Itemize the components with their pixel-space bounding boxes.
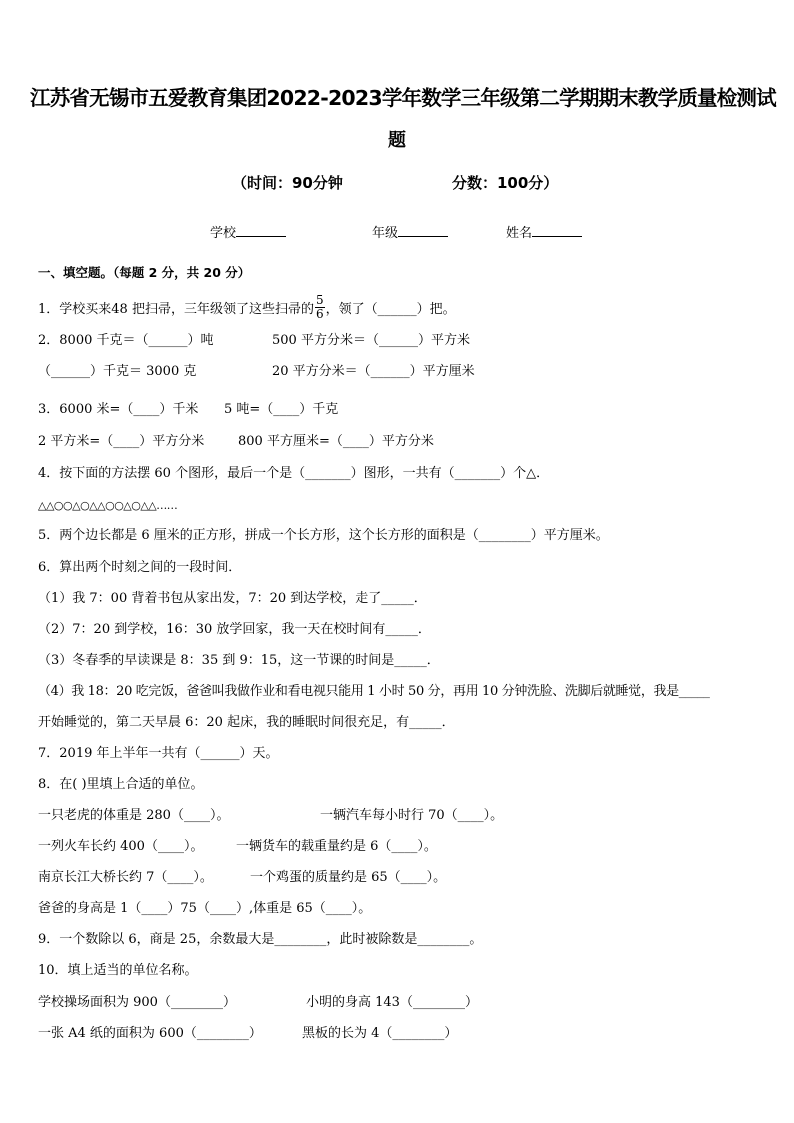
q10-a: 学校操场面积为 900（________） bbox=[38, 995, 236, 1010]
q8-f: 一个鸡蛋的质量约是 65（____）。 bbox=[250, 870, 447, 885]
q2-b: 500 平方分米＝（______）平方米 bbox=[272, 333, 470, 348]
q3-d: 800 平方厘米=（____）平方分米 bbox=[238, 434, 434, 449]
question-10-row-2 bbox=[38, 1025, 458, 1043]
question-6-part-4-cont: 开始睡觉的，第二天早晨 6：20 起床，我的睡眠时间很充足，有_____． bbox=[38, 715, 455, 730]
shape-pattern: △△○○△○△△○○△○△△…… bbox=[38, 499, 178, 512]
q8-e: 南京长江大桥长约 7（____）。 bbox=[38, 870, 213, 885]
q8-c: 一列火车长约 400（____）。 bbox=[38, 839, 204, 854]
question-10-row-1 bbox=[38, 994, 478, 1012]
question-3-row-2 bbox=[38, 433, 434, 451]
q1-text-before: 1．学校买来48 把扫帚，三年级领了这些扫帚的 bbox=[38, 302, 314, 317]
question-8-row-1 bbox=[38, 807, 504, 825]
q8-b: 一辆汽车每小时行 70（____）。 bbox=[320, 808, 504, 823]
q3-a: 3．6000 米=（____）千米 bbox=[38, 402, 199, 417]
name-label: 姓名 bbox=[506, 226, 533, 241]
question-9: 9．一个数除以 6，商是 25，余数最大是________，此时被除数是________。 bbox=[38, 932, 483, 947]
grade-blank[interactable] bbox=[398, 224, 448, 237]
name-blank[interactable] bbox=[532, 224, 582, 237]
question-8-row-4: 爸爸的身高是 1（____）75（____）,体重是 65（____）。 bbox=[38, 901, 372, 916]
question-2-row-1 bbox=[38, 332, 470, 350]
question-8: 8．在( )里填上合适的单位。 bbox=[38, 777, 204, 792]
q3-b: 5 吨=（____）千克 bbox=[224, 402, 339, 417]
school-field[interactable] bbox=[210, 222, 286, 241]
q1-text-after: ，领了（______）把。 bbox=[325, 302, 456, 317]
section-heading: 一、填空题。（每题 2 分，共 20 分） bbox=[38, 265, 251, 280]
fraction-denominator: 6 bbox=[315, 307, 324, 321]
question-8-row-3 bbox=[38, 869, 447, 887]
grade-label: 年级 bbox=[372, 226, 399, 241]
q10-c: 一张 A4 纸的面积为 600（________） bbox=[38, 1026, 262, 1041]
question-4: 4．按下面的方法摆 60 个图形，最后一个是（_______）图形，一共有（_______）个△． bbox=[38, 466, 550, 481]
q2-c: （______）千克＝ 3000 克 bbox=[38, 364, 197, 379]
question-6-part-1: （1）我 7：00 背着书包从家出发，7：20 到达学校，走了_____． bbox=[38, 591, 427, 606]
fraction bbox=[315, 294, 325, 321]
name-field[interactable] bbox=[506, 222, 582, 241]
question-2-row-2 bbox=[38, 363, 475, 381]
fraction-numerator: 5 bbox=[315, 293, 324, 307]
question-1 bbox=[38, 293, 456, 323]
q2-a: 2．8000 千克＝（______）吨 bbox=[38, 333, 214, 348]
question-8-row-2 bbox=[38, 838, 437, 856]
question-6-part-3: （3）冬春季的早读课是 8：35 到 9：15，这一节课的时间是_____． bbox=[38, 653, 440, 668]
question-6-part-4: （4）我 18：20 吃完饭，爸爸叫我做作业和看电视只能用 1 小时 50 分，再用 10 分钟洗脸、洗脚后就睡觉，我是_____ bbox=[38, 684, 710, 699]
q10-d: 黑板的长为 4（________） bbox=[302, 1026, 458, 1041]
page-title-continuation: 题 bbox=[388, 130, 406, 151]
q2-d: 20 平方分米＝（______）平方厘米 bbox=[272, 364, 475, 379]
grade-field[interactable] bbox=[372, 222, 448, 241]
question-6-part-2: （2）7：20 到学校，16：30 放学回家，我一天在校时间有_____． bbox=[38, 622, 431, 637]
q8-a: 一只老虎的体重是 280（____）。 bbox=[38, 808, 230, 823]
exam-meta bbox=[0, 172, 794, 194]
q3-c: 2 平方米=（____）平方分米 bbox=[38, 434, 205, 449]
question-5: 5．两个边长都是 6 厘米的正方形，拼成一个长方形，这个长方形的面积是（________）平方厘米。 bbox=[38, 528, 609, 543]
question-3-row-1 bbox=[38, 401, 339, 419]
question-7: 7．2019 年上半年一共有（______）天。 bbox=[38, 746, 279, 761]
q10-b: 小明的身高 143（________） bbox=[306, 995, 478, 1010]
student-info bbox=[0, 222, 794, 242]
school-blank[interactable] bbox=[236, 224, 286, 237]
exam-time: （时间：90分钟 bbox=[232, 174, 343, 192]
question-10: 10．填上适当的单位名称。 bbox=[38, 963, 198, 978]
q8-d: 一辆货车的载重量约是 6（____）。 bbox=[236, 839, 437, 854]
question-6: 6．算出两个时刻之间的一段时间． bbox=[38, 560, 242, 575]
exam-score: 分数：100分） bbox=[452, 174, 559, 192]
page-title: 江苏省无锡市五爱教育集团2022-2023学年数学三年级第二学期期末教学质量检测试 bbox=[30, 86, 776, 110]
school-label: 学校 bbox=[210, 226, 237, 241]
